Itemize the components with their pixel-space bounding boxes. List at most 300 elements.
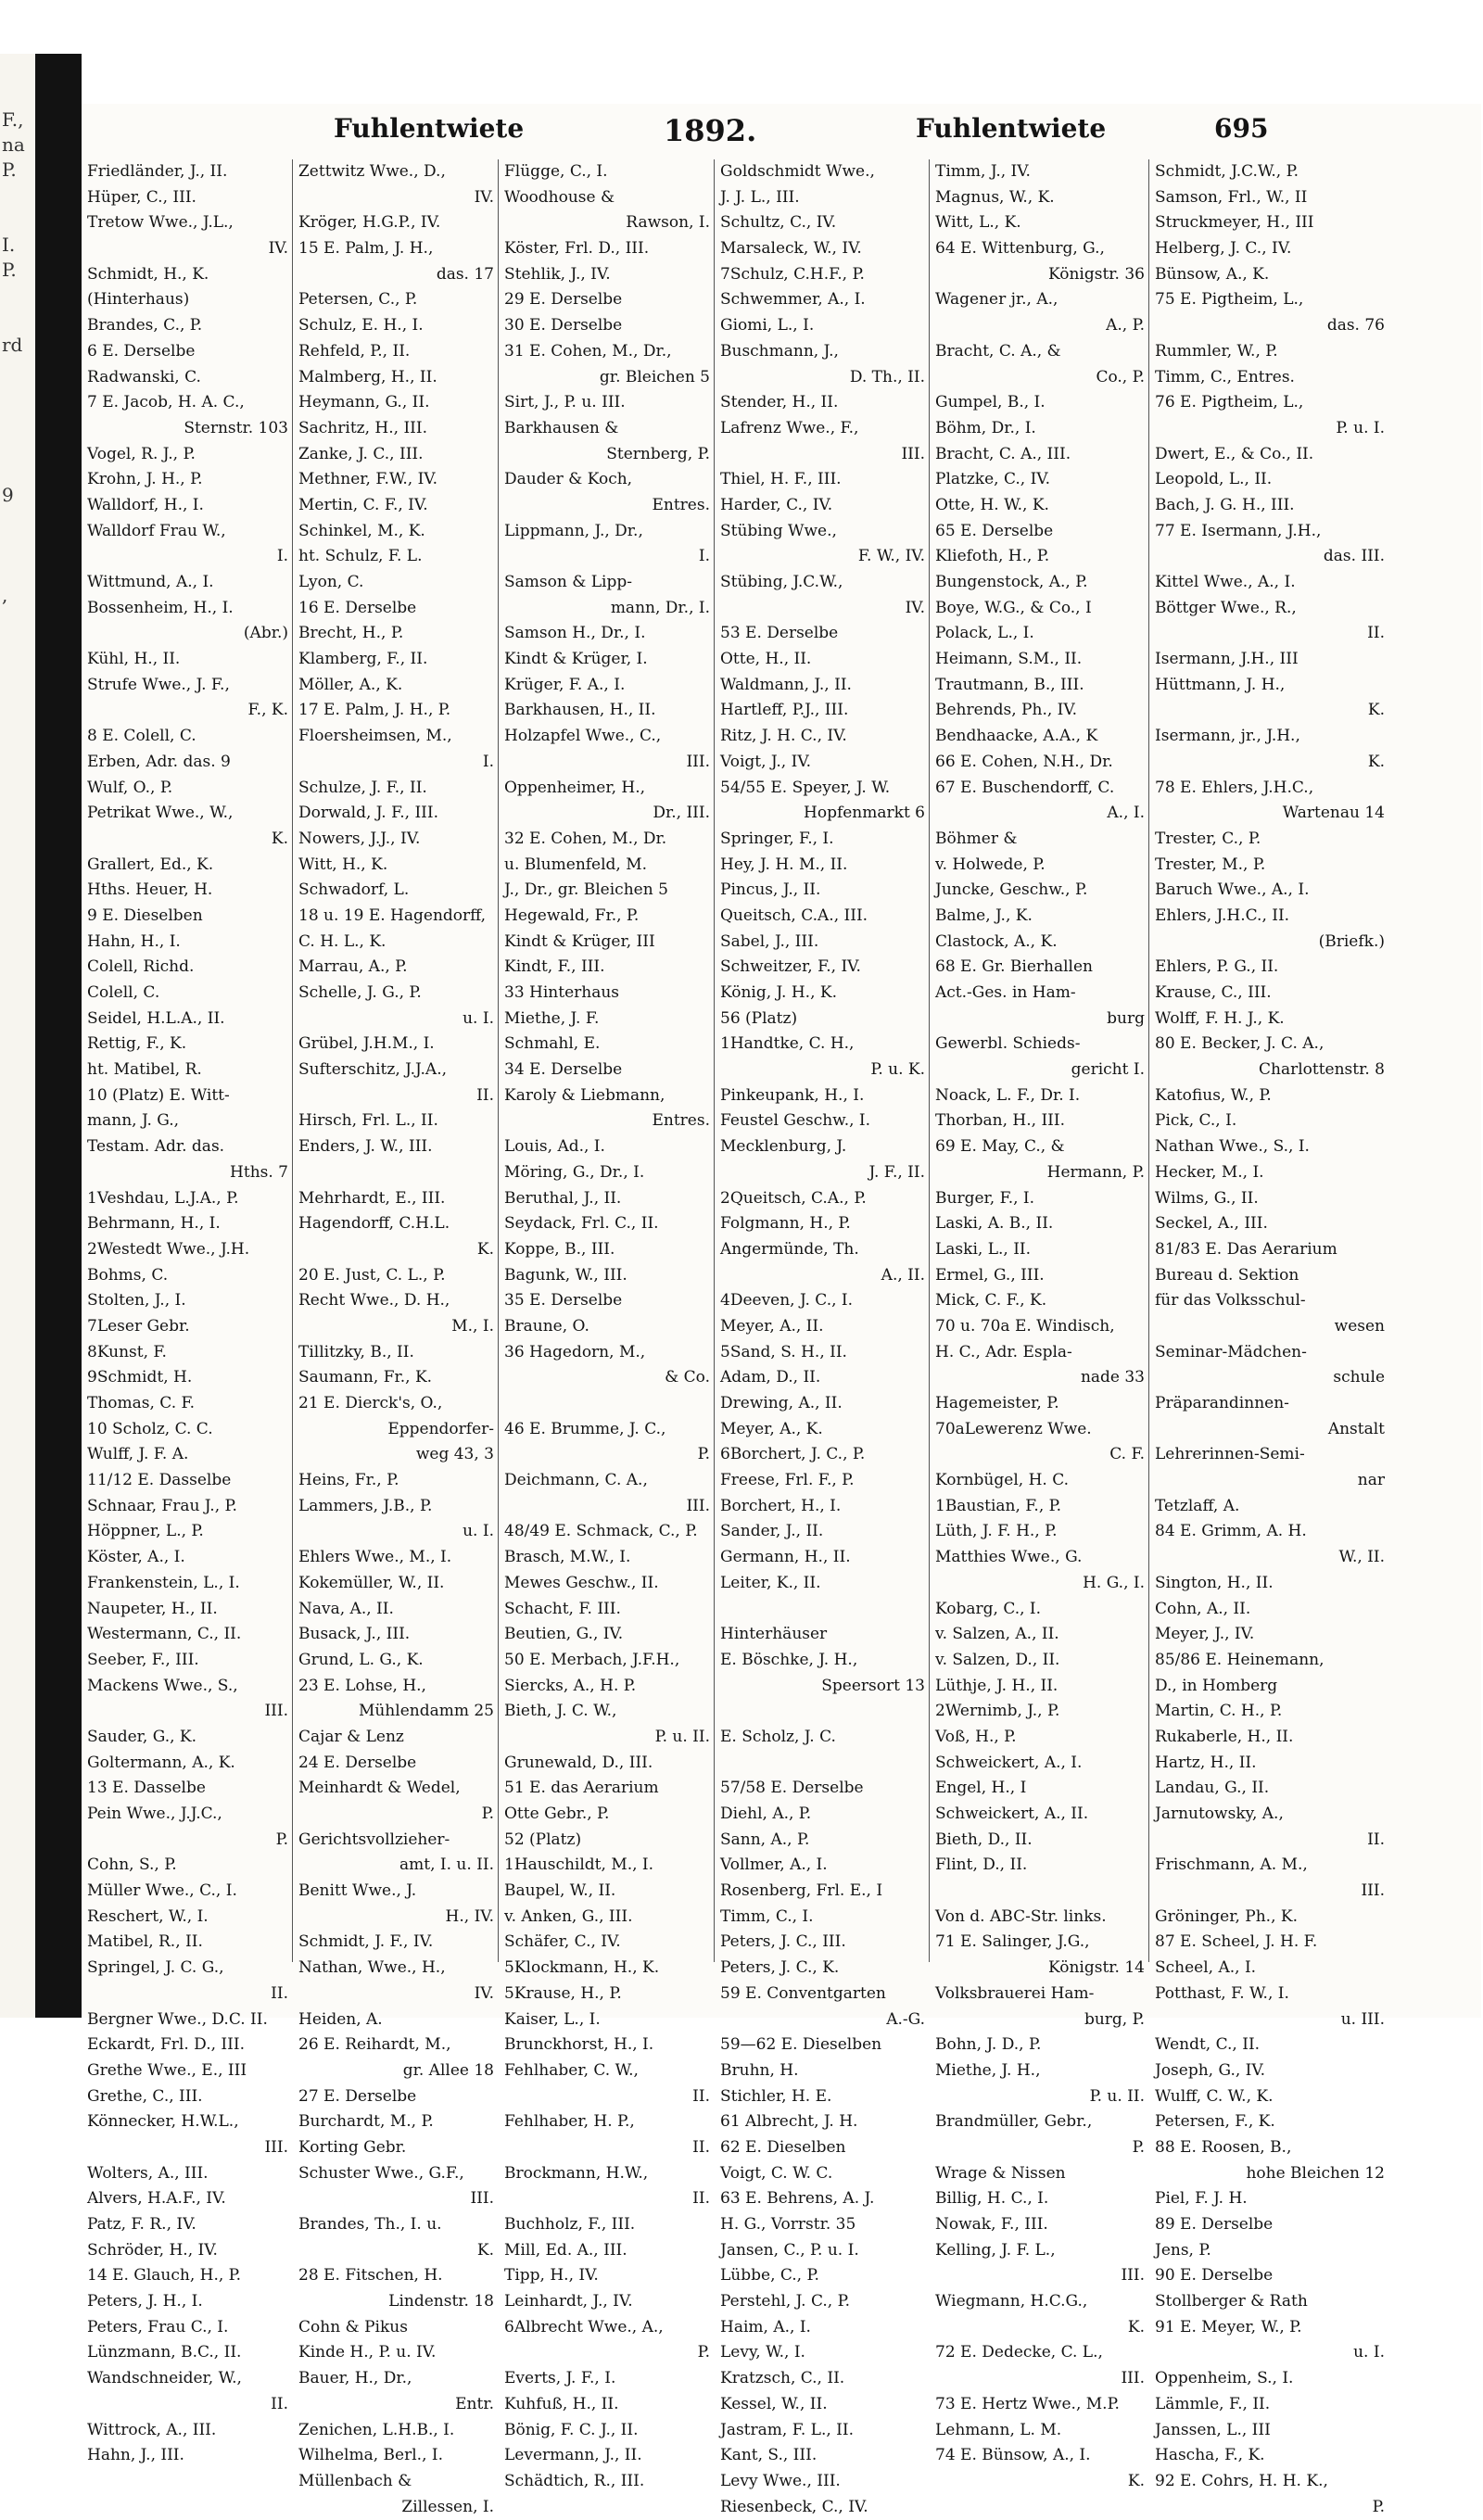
directory-entry: 59 E. Conventgarten xyxy=(720,1983,886,2003)
directory-entry: Köster, A., I. xyxy=(87,1548,185,1567)
directory-entry: Könnecker, H.W.L., xyxy=(87,2112,239,2132)
directory-entry: burg, P. xyxy=(1084,2009,1145,2029)
directory-entry: J., Dr., gr. Bleichen 5 xyxy=(504,880,668,900)
directory-entry: Cohn, S., P. xyxy=(87,1855,177,1875)
directory-entry: Grübel, J.H.M., I. xyxy=(298,1034,435,1054)
directory-entry: Barkhausen & xyxy=(504,418,619,437)
directory-entry: Walldorf Frau W., xyxy=(87,521,226,540)
directory-entry: Malmberg, H., II. xyxy=(298,367,437,386)
directory-entry: III. xyxy=(901,444,925,463)
directory-entry: Lafrenz Wwe., F., xyxy=(720,418,859,437)
directory-entry xyxy=(720,1699,925,1725)
directory-entry: Schelle, J. G., P. xyxy=(298,983,422,1002)
directory-entry: 65 E. Derselbe xyxy=(935,521,1054,540)
directory-entry: Bergner Wwe., D.C. II. xyxy=(87,2009,268,2029)
column-4 xyxy=(715,159,930,2516)
directory-entry: Nowak, F., III. xyxy=(935,2215,1048,2234)
directory-entry: 88 E. Roosen, B., xyxy=(1155,2137,1292,2157)
directory-entry: u. I. xyxy=(1353,2343,1385,2362)
directory-entry: Samson & Lipp- xyxy=(504,573,632,591)
directory-entry: P. xyxy=(1132,2137,1145,2157)
directory-entry: K. xyxy=(1127,2317,1145,2336)
directory-entry: Meinhardt & Wedel, xyxy=(298,1779,461,1798)
directory-entry: Ehlers Wwe., M., I. xyxy=(298,1548,452,1567)
directory-entry: H. C., Adr. Espla- xyxy=(935,1342,1072,1361)
directory-entry: 32 E. Cohen, M., Dr. xyxy=(504,829,667,848)
directory-entry: Böttger Wwe., R., xyxy=(1155,598,1297,617)
directory-entry: P. xyxy=(697,2343,710,2362)
directory-entry: Feustel Geschw., I. xyxy=(720,1111,871,1131)
directory-entry: Stollberger & Rath xyxy=(1155,2292,1308,2311)
directory-entry: 10 (Platz) E. Witt- xyxy=(87,1085,230,1105)
directory-entry: Mecklenburg, J. xyxy=(720,1137,847,1157)
directory-entry: Haim, A., I. xyxy=(720,2317,811,2336)
directory-entry: Trester, C., P. xyxy=(1155,829,1261,848)
directory-entry: v. Holwede, P. xyxy=(935,855,1046,874)
directory-entry: 75 E. Pigtheim, L., xyxy=(1155,290,1304,310)
directory-entry: Schulz, E. H., I. xyxy=(298,316,424,336)
directory-entry: Sann, A., P. xyxy=(720,1830,810,1849)
directory-entry: II. xyxy=(476,1085,494,1105)
directory-entry: II. xyxy=(692,2086,710,2106)
directory-entry: Meyer, J., IV. xyxy=(1155,1625,1255,1644)
directory-entry: 51 E. das Aerarium xyxy=(504,1779,659,1798)
directory-entry: Landau, G., II. xyxy=(1155,1779,1270,1798)
directory-entry: Burchardt, M., P. xyxy=(298,2112,434,2132)
directory-entry: 7Schulz, C.H.F., P. xyxy=(720,264,865,284)
directory-entry: Schwemmer, A., I. xyxy=(720,290,866,310)
directory-entry: Bungenstock, A., P. xyxy=(935,573,1088,591)
directory-entry: Bracht, C. A., III. xyxy=(935,444,1071,463)
directory-entry: 77 E. Isermann, J.H., xyxy=(1155,521,1322,540)
directory-entry: Müllenbach & xyxy=(298,2471,412,2490)
directory-entry: P. xyxy=(697,1445,710,1464)
directory-entry: Walldorf, H., I. xyxy=(87,495,204,514)
directory-entry: Adam, D., II. xyxy=(720,1368,821,1387)
directory-entry: v. Anken, G., III. xyxy=(504,1906,633,1926)
directory-entry: Schädtich, R., III. xyxy=(504,2471,645,2490)
directory-entry: Ermel, G., III. xyxy=(935,1265,1045,1285)
directory-entry: 84 E. Grimm, A. H. xyxy=(1155,1522,1307,1541)
directory-entry: Schmidt, J.C.W., P. xyxy=(1155,162,1299,181)
directory-entry: Miethe, J. H., xyxy=(935,2060,1041,2080)
directory-entry: Oppenheim, S., I. xyxy=(1155,2369,1294,2388)
directory-entry: 76 E. Pigtheim, L., xyxy=(1155,393,1304,412)
directory-entry: Noack, L. F., Dr. I. xyxy=(935,1085,1081,1105)
directory-entry: A., II. xyxy=(881,1265,925,1285)
directory-entry: Hüper, C., III. xyxy=(87,187,196,207)
directory-entry: I. xyxy=(698,547,710,566)
directory-entry: 18 u. 19 E. Hagendorff, xyxy=(298,905,487,925)
directory-entry: Tillitzky, B., II. xyxy=(298,1342,414,1361)
directory-entry: Methner, F.W., IV. xyxy=(298,470,438,489)
directory-entry: Schröder, H., IV. xyxy=(87,2240,218,2260)
directory-entry: gr. Bleichen 5 xyxy=(599,367,710,386)
directory-entry: Hirsch, Frl. L., II. xyxy=(298,1111,438,1131)
directory-entry: Schmahl, E. xyxy=(504,1034,601,1054)
directory-entry: Stübing Wwe., xyxy=(720,521,837,540)
directory-entry: Kittel Wwe., A., I. xyxy=(1155,573,1296,591)
directory-entry: Wartenau 14 xyxy=(1282,804,1385,823)
directory-entry: Strufe Wwe., J. F., xyxy=(87,675,230,694)
directory-entry: III. xyxy=(1361,1881,1385,1901)
directory-entry: 57/58 E. Derselbe xyxy=(720,1779,864,1798)
directory-entry: K. xyxy=(1367,752,1385,771)
book-gutter-shadow xyxy=(35,54,82,2018)
directory-entry: 64 E. Wittenburg, G., xyxy=(935,239,1105,259)
directory-entry: 5Sand, S. H., II. xyxy=(720,1342,847,1361)
directory-entry: A.-G. xyxy=(886,2009,925,2029)
directory-entry: 30 E. Derselbe xyxy=(504,316,623,336)
directory-entry: Waldmann, J., II. xyxy=(720,675,852,694)
directory-entry: 36 Hagedorn, M., xyxy=(504,1342,646,1361)
directory-entry: 35 E. Derselbe xyxy=(504,1291,623,1311)
directory-entry: Germann, H., II. xyxy=(720,1548,851,1567)
directory-entry: Levermann, J., II. xyxy=(504,2446,642,2465)
directory-entry: Möring, G., Dr., I. xyxy=(504,1162,645,1182)
directory-entry: H. G., Vorrstr. 35 xyxy=(720,2215,856,2234)
directory-entry: Grethe Wwe., E., III xyxy=(87,2060,247,2080)
directory-entry: Schweickert, A., II. xyxy=(935,1805,1089,1823)
directory-entry: Fehlhaber, H. P., xyxy=(504,2112,635,2132)
directory-entry: Isermann, jr., J.H., xyxy=(1155,727,1300,746)
directory-entry: Bünsow, A., K. xyxy=(1155,264,1270,284)
directory-entry: Dauder & Koch, xyxy=(504,470,633,489)
directory-entry: 92 E. Cohrs, H. H. K., xyxy=(1155,2471,1328,2490)
directory-entry: Otte, H. W., K. xyxy=(935,495,1049,514)
directory-entry: Korting Gebr. xyxy=(298,2137,407,2157)
directory-entry: Entr. xyxy=(455,2394,494,2413)
directory-entry: 9 E. Dieselben xyxy=(87,905,203,925)
directory-entry: Gewerbl. Schieds- xyxy=(935,1034,1081,1054)
directory-entry xyxy=(720,1597,925,1623)
directory-entry: 78 E. Ehlers, J.H.C., xyxy=(1155,778,1314,797)
directory-entry: 70 u. 70a E. Windisch, xyxy=(935,1316,1115,1336)
directory-entry: Cohn & Pikus xyxy=(298,2317,408,2336)
directory-entry: schule xyxy=(1333,1368,1385,1387)
directory-entry: Deichmann, C. A., xyxy=(504,1471,648,1490)
directory-entry: Lehrerinnen-Semi- xyxy=(1155,1445,1305,1464)
directory-entry: 80 E. Becker, J. C. A., xyxy=(1155,1034,1325,1054)
directory-entry: 27 E. Derselbe xyxy=(298,2086,417,2106)
directory-entry: Seminar-Mädchen- xyxy=(1155,1342,1307,1361)
directory-entry: Schmidt, J. F., IV. xyxy=(298,1932,434,1952)
directory-entry: 34 E. Derselbe xyxy=(504,1060,623,1080)
directory-entry: Tretow Wwe., J.L., xyxy=(87,213,234,233)
directory-entry: Recht Wwe., D. H., xyxy=(298,1291,450,1311)
directory-entry: Hahn, J., III. xyxy=(87,2446,184,2465)
header-year: 1892. xyxy=(664,113,757,148)
directory-entry: Eckardt, Frl. D., III. xyxy=(87,2035,245,2055)
directory-entry: Stübing, J.C.W., xyxy=(720,573,843,591)
directory-entry: Siercks, A., H. P. xyxy=(504,1676,637,1695)
directory-entry: Otte Gebr., P. xyxy=(504,1805,610,1823)
directory-entry: Flint, D., II. xyxy=(935,1855,1028,1875)
directory-entry: Leinhardt, J., IV. xyxy=(504,2292,633,2311)
directory-entry: Naupeter, H., II. xyxy=(87,1599,218,1618)
prev-page-fragment: I. xyxy=(2,234,16,256)
directory-entry: Volksbrauerei Ham- xyxy=(935,1983,1095,2003)
directory-entry: 29 E. Derselbe xyxy=(504,290,623,310)
directory-entry: Timm, J., IV. xyxy=(935,162,1031,181)
directory-entry: I. xyxy=(482,752,494,771)
directory-entry: Schweitzer, F., IV. xyxy=(720,957,861,977)
directory-entry: Kobarg, C., I. xyxy=(935,1599,1042,1618)
directory-entry: H., IV. xyxy=(445,1906,494,1926)
directory-entry: Heymann, G., II. xyxy=(298,393,430,412)
directory-entry: 10 Scholz, C. C. xyxy=(87,1419,213,1438)
directory-entry: Brasch, M.W., I. xyxy=(504,1548,631,1567)
directory-entry: 5Klockmann, H., K. xyxy=(504,1958,660,1978)
directory-entry: burg xyxy=(1107,1008,1145,1028)
directory-entry: Grallert, Ed., K. xyxy=(87,855,214,874)
directory-entry: IV. xyxy=(474,187,494,207)
directory-entry: Mill, Ed. A., III. xyxy=(504,2240,627,2260)
directory-entry: Lünzmann, B.C., II. xyxy=(87,2343,242,2362)
directory-entry: Hahn, H., I. xyxy=(87,931,181,951)
header-street-left: Fuhlentwiete xyxy=(334,113,525,144)
directory-entry: Flügge, C., I. xyxy=(504,162,608,181)
directory-entry: 21 E. Dierck's, O., xyxy=(298,1394,443,1412)
directory-entry: Stolten, J., I. xyxy=(87,1291,186,1311)
column-5 xyxy=(930,159,1149,2490)
directory-entry: 90 E. Derselbe xyxy=(1155,2266,1274,2286)
directory-entry: Nathan Wwe., S., I. xyxy=(1155,1137,1310,1157)
directory-entry: 72 E. Dedecke, C. L., xyxy=(935,2343,1103,2362)
directory-entry: Riesenbeck, C., IV. xyxy=(720,2497,868,2516)
directory-entry: Folgmann, H., P. xyxy=(720,1214,851,1234)
directory-entry: 7Leser Gebr. xyxy=(87,1316,190,1336)
directory-entry: Wandschneider, W., xyxy=(87,2369,242,2388)
directory-entry: Bureau d. Sektion xyxy=(1155,1265,1299,1285)
directory-entry: II. xyxy=(692,2189,710,2209)
directory-entry: Krause, C., III. xyxy=(1155,983,1272,1002)
directory-entry: Hagendorff, C.H.L. xyxy=(298,1214,450,1234)
directory-entry: Gerichtsvollzieher- xyxy=(298,1830,450,1849)
column-6 xyxy=(1149,159,1388,2516)
directory-entry: Mackens Wwe., S., xyxy=(87,1676,238,1695)
directory-entry: Beruthal, J., II. xyxy=(504,1188,622,1208)
directory-entry: Timm, C., I. xyxy=(720,1906,814,1926)
directory-entry: Petersen, F., K. xyxy=(1155,2112,1275,2132)
directory-entry: 26 E. Reihardt, M., xyxy=(298,2035,451,2055)
directory-entry: C. H. L., K. xyxy=(298,931,387,951)
directory-entry: Heins, Fr., P. xyxy=(298,1471,399,1490)
directory-entry: Hascha, F., K. xyxy=(1155,2446,1265,2465)
directory-entry: Kliefoth, H., P. xyxy=(935,547,1050,566)
directory-entry: (Abr.) xyxy=(243,624,288,643)
directory-entry: 6 E. Derselbe xyxy=(87,341,196,361)
directory-entry: Nowers, J.J., IV. xyxy=(298,829,421,848)
directory-entry: u. I. xyxy=(463,1008,494,1028)
directory-entry: nade 33 xyxy=(1080,1368,1145,1387)
directory-entry: Wilms, G., II. xyxy=(1155,1188,1259,1208)
directory-entry: Sauder, G., K. xyxy=(87,1727,197,1746)
directory-entry: Tipp, H., IV. xyxy=(504,2266,599,2286)
directory-entry: Kessel, W., II. xyxy=(720,2394,828,2413)
directory-entry: Pincus, J., II. xyxy=(720,880,821,900)
directory-entry: gericht I. xyxy=(1071,1060,1145,1080)
directory-entry: 28 E. Fitschen, H. xyxy=(298,2266,443,2286)
directory-entry: Heiden, A. xyxy=(298,2009,383,2029)
directory-page xyxy=(82,104,1481,2516)
directory-entry: A., I. xyxy=(1107,804,1145,823)
directory-entry: Wittrock, A., III. xyxy=(87,2420,217,2439)
directory-entry: Springer, F., I. xyxy=(720,829,834,848)
directory-entry: II. xyxy=(692,2137,710,2157)
directory-entry: Brunckhorst, H., I. xyxy=(504,2035,654,2055)
prev-page-fragment: P. xyxy=(2,259,17,281)
directory-entry: Goldschmidt Wwe., xyxy=(720,162,875,181)
directory-entry: Laski, A. B., II. xyxy=(935,1214,1054,1234)
directory-entry: Seeber, F., III. xyxy=(87,1650,199,1669)
directory-entry: Sternberg, P. xyxy=(606,444,710,463)
directory-entry: Rukaberle, H., II. xyxy=(1155,1727,1294,1746)
directory-entry: Leopold, L., II. xyxy=(1155,470,1273,489)
directory-entry: Otte, H., II. xyxy=(720,650,812,669)
column-3 xyxy=(499,159,715,2490)
directory-entry: P. xyxy=(481,1805,494,1823)
directory-entry: P. xyxy=(1372,2497,1385,2516)
directory-entry: Potthast, F. W., I. xyxy=(1155,1983,1289,2003)
directory-entry: v. Salzen, D., II. xyxy=(935,1650,1060,1669)
directory-entry: Sander, J., II. xyxy=(720,1522,824,1541)
directory-entry: Heimann, S.M., II. xyxy=(935,650,1083,669)
column-2 xyxy=(293,159,499,2516)
directory-entry: Rosenberg, Frl. E., I xyxy=(720,1881,883,1901)
directory-entry: Helberg, J. C., IV. xyxy=(1155,239,1292,259)
directory-entry: Oppenheimer, H., xyxy=(504,778,646,797)
directory-entry: Levy, W., I. xyxy=(720,2343,805,2362)
directory-entry: Gumpel, B., I. xyxy=(935,393,1046,412)
directory-entry: Everts, J. F., I. xyxy=(504,2369,616,2388)
directory-entry: Brandes, Th., I. u. xyxy=(298,2215,442,2234)
directory-entry: Platzke, C., IV. xyxy=(935,470,1051,489)
directory-entry: Kinde H., P. u. IV. xyxy=(298,2343,437,2362)
directory-entry: Dorwald, J. F., III. xyxy=(298,804,439,823)
directory-entry: Testam. Adr. das. xyxy=(87,1137,225,1157)
directory-entry: Pinkeupank, H., I. xyxy=(720,1085,865,1105)
directory-entry: Wittmund, A., I. xyxy=(87,573,214,591)
directory-entry: Brockmann, H.W., xyxy=(504,2163,649,2183)
directory-entry: D., in Homberg xyxy=(1155,1676,1278,1695)
directory-entry: 61 Albrecht, J. H. xyxy=(720,2112,858,2132)
directory-entry: 1Hauschildt, M., I. xyxy=(504,1855,654,1875)
directory-entry: I. xyxy=(276,547,288,566)
directory-entry: Billig, H. C., I. xyxy=(935,2189,1049,2209)
directory-entry: Behrmann, H., I. xyxy=(87,1214,221,1234)
column-1 xyxy=(82,159,293,2465)
directory-entry: 23 E. Lohse, H., xyxy=(298,1676,426,1695)
directory-entry: 4Deeven, J. C., I. xyxy=(720,1291,854,1311)
directory-entry: Von d. ABC-Str. links. xyxy=(935,1906,1107,1926)
directory-entry: 46 E. Brumme, J. C., xyxy=(504,1419,666,1438)
directory-entry: 2Westedt Wwe., J.H. xyxy=(87,1239,250,1259)
directory-entry: Baupel, W., II. xyxy=(504,1881,616,1901)
directory-entry: Sington, H., II. xyxy=(1155,1573,1274,1592)
directory-entry: Peters, J. C., K. xyxy=(720,1958,840,1978)
directory-entry: Nava, A., II. xyxy=(298,1599,394,1618)
directory-entry: Eppendorfer- xyxy=(387,1419,494,1438)
directory-entry: Petersen, C., P. xyxy=(298,290,418,310)
directory-entry: Hartleff, P.J., III. xyxy=(720,701,849,720)
directory-entry: 50 E. Merbach, J.F.H., xyxy=(504,1650,680,1669)
directory-entry: Springel, J. C. G., xyxy=(87,1958,224,1978)
directory-entry: Frankenstein, L., I. xyxy=(87,1573,240,1592)
directory-entry: III. xyxy=(264,1702,288,1721)
directory-entry: Dwert, E., & Co., II. xyxy=(1155,444,1314,463)
directory-entry: K. xyxy=(476,2240,494,2260)
directory-entry: Wagener jr., A., xyxy=(935,290,1058,310)
directory-entry: II. xyxy=(271,1983,288,2003)
directory-entry: Hegewald, Fr., P. xyxy=(504,905,640,925)
directory-entry: Zillessen, I. xyxy=(401,2497,494,2516)
directory-entry: Bagunk, W., III. xyxy=(504,1265,627,1285)
directory-entry: 59—62 E. Dieselben xyxy=(720,2035,882,2055)
directory-entry: Hths. Heuer, H. xyxy=(87,880,213,900)
directory-entry: Schmidt, H., K. xyxy=(87,264,209,284)
directory-entry: Ehlers, P. G., II. xyxy=(1155,957,1279,977)
directory-entry: Zenichen, L.H.B., I. xyxy=(298,2420,455,2439)
directory-entry: Kindt, F., III. xyxy=(504,957,605,977)
directory-entry: Pick, C., I. xyxy=(1155,1111,1237,1131)
directory-entry: Cajar & Lenz xyxy=(298,1727,404,1746)
directory-entry: II. xyxy=(1367,624,1385,643)
directory-entry: Wolters, A., III. xyxy=(87,2163,209,2183)
directory-entry: Kröger, H.G.P., IV. xyxy=(298,213,441,233)
directory-entry: Bossenheim, H., I. xyxy=(87,598,234,617)
prev-page-fragment: rd xyxy=(2,334,23,356)
directory-entry: Matibel, R., II. xyxy=(87,1932,203,1952)
directory-entry: Jarnutowsky, A., xyxy=(1155,1805,1284,1823)
directory-entry: Thiel, H. F., III. xyxy=(720,470,842,489)
directory-entry: 48/49 E. Schmack, C., P. xyxy=(504,1522,698,1541)
directory-entry: das. 76 xyxy=(1326,316,1385,336)
directory-entry: III. xyxy=(470,2189,494,2209)
directory-entry: Tetzlaff, A. xyxy=(1155,1496,1240,1515)
directory-entry: 85/86 E. Heinemann, xyxy=(1155,1650,1325,1669)
directory-entry: das. 17 xyxy=(436,264,494,284)
directory-entry: E. Scholz, J. C. xyxy=(720,1727,836,1746)
directory-entry: Cohn, A., II. xyxy=(1155,1599,1251,1618)
directory-entry: 6Borchert, J. C., P. xyxy=(720,1445,866,1464)
directory-entry: Köster, Frl. D., III. xyxy=(504,239,650,259)
directory-entry: Meyer, A., K. xyxy=(720,1419,823,1438)
directory-entry: Grethe, C., III. xyxy=(87,2086,203,2106)
directory-entry: Boye, W.G., & Co., I xyxy=(935,598,1092,617)
directory-entry: Janssen, L., III xyxy=(1155,2420,1271,2439)
directory-entry: Benitt Wwe., J. xyxy=(298,1881,417,1901)
directory-entry: Radwanski, C. xyxy=(87,367,201,386)
directory-entry: Polack, L., I. xyxy=(935,624,1034,643)
directory-entry: Matthies Wwe., G. xyxy=(935,1548,1083,1567)
directory-entry: Ehlers, J.H.C., II. xyxy=(1155,905,1290,925)
directory-entry: Bohn, J. D., P. xyxy=(935,2035,1042,2055)
directory-entry: 1Baustian, F., P. xyxy=(935,1496,1062,1515)
directory-entry: Königstr. 14 xyxy=(1047,1958,1145,1978)
directory-entry: Grunewald, D., III. xyxy=(504,1753,653,1772)
directory-entry: Sirt, J., P. u. III. xyxy=(504,393,626,412)
directory-entry: ht. Schulz, F. L. xyxy=(298,547,423,566)
directory-entry: Act.-Ges. in Ham- xyxy=(935,983,1076,1002)
directory-entry: Timm, C., Entres. xyxy=(1155,367,1295,386)
directory-entry: 69 E. May, C., & xyxy=(935,1137,1065,1157)
directory-entry: 20 E. Just, C. L., P. xyxy=(298,1265,446,1285)
directory-entry: Bruhn, H. xyxy=(720,2060,799,2080)
directory-entry: Seckel, A., III. xyxy=(1155,1214,1268,1234)
directory-entry: Hüttmann, J. H., xyxy=(1155,675,1286,694)
directory-entry: Stehlik, J., IV. xyxy=(504,264,611,284)
